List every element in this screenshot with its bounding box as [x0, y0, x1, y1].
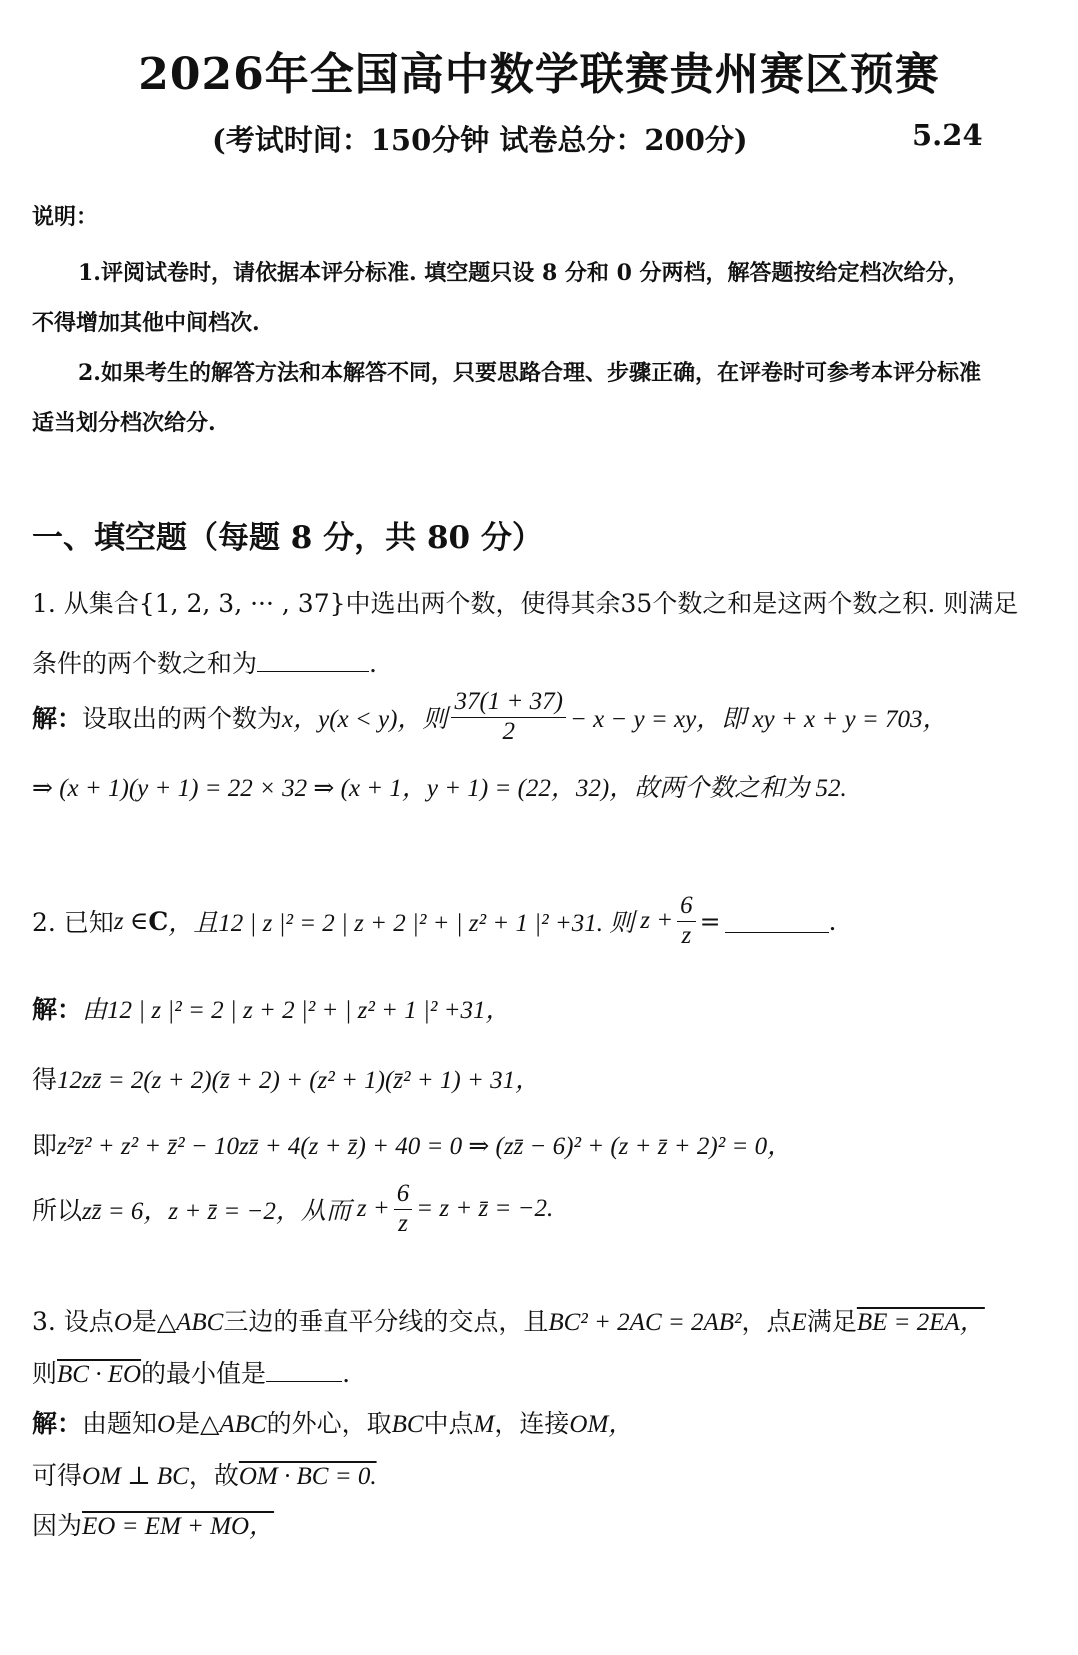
problem-3-text: 的最小值是 — [141, 1359, 267, 1388]
solution-text: 得 — [32, 1065, 58, 1094]
answer-blank — [725, 910, 829, 933]
fraction-denominator: z — [681, 921, 692, 949]
problem-3-solution-line-2 — [32, 1456, 377, 1492]
fraction — [677, 892, 696, 951]
section-heading: 一、填空题（每题 8 分，共 80 分） — [32, 520, 543, 556]
solution-math: △ABC — [200, 1411, 267, 1438]
solution-math: 12zz̄ = 2(z + 2)(z̄ + 2) + (z² + 1)(z̄² + 1) + 31， — [57, 1067, 541, 1094]
solution-text: 中点 — [423, 1409, 474, 1438]
solution-math: O — [157, 1411, 176, 1438]
problem-2-stem: 2. 已知 z ∈ C ，且12 | z |² = 2 | z + 2 |² + | z² + 1 |² +31. 则 z + $\frac{6}{z}$ = . — [32, 891, 837, 949]
solution-math: OM ⊥ BC — [82, 1463, 189, 1490]
fraction-numerator: 37(1 + 37) — [451, 688, 566, 718]
solution-text: 的外心，取 — [266, 1409, 392, 1438]
vector-equation: BE = 2EA， — [856, 1309, 985, 1336]
solution-math: = z + z̄ = −2. — [416, 1195, 554, 1222]
problem-3-text: 则 — [32, 1359, 58, 1388]
problem-3-math: E — [791, 1309, 807, 1336]
complex-set-symbol: C — [148, 906, 169, 936]
problem-3-stem-line-1 — [32, 1302, 985, 1338]
solution-label: 解： — [32, 1409, 83, 1438]
instruction-2-line-1: 2.如果考生的解答方法和本解答不同，只要思路合理、步骤正确，在评卷时可参考本评分标准 — [78, 360, 981, 386]
problem-3-text: 3. 设点 — [32, 1307, 114, 1336]
solution-text: 所以 — [32, 1196, 83, 1225]
problem-3-solution-line-3 — [32, 1506, 274, 1542]
problem-2-math: ，且12 | z |² = 2 | z + 2 |² + | z² + 1 |² +31. 则 — [168, 910, 635, 937]
solution-text: 是 — [175, 1409, 201, 1438]
instruction-2-line-2: 适当划分档次给分. — [32, 410, 216, 436]
solution-text: 由题知 — [82, 1409, 158, 1438]
solution-label: 解： — [32, 704, 83, 733]
exam-date: 5.24 — [912, 118, 983, 152]
vector-dot-product: OM · BC = 0. — [238, 1463, 377, 1490]
answer-blank — [266, 1359, 342, 1382]
page-title: 2026年全国高中数学联赛贵州赛区预赛 — [138, 49, 940, 100]
problem-2-solution-line-3 — [32, 1126, 792, 1162]
problem-2-stem-text: 2. 已知 — [32, 908, 114, 937]
problem-3-text: 满足 — [806, 1307, 857, 1336]
solution-math: M — [473, 1411, 495, 1438]
problem-3-math: BC² + 2AC = 2AB² — [548, 1309, 742, 1336]
problem-2-solution-line-1 — [32, 990, 511, 1026]
problem-3-solution-line-1 — [32, 1404, 633, 1440]
problem-1-stem-text: 条件的两个数之和为 — [32, 649, 258, 678]
problem-2-solution-line-2 — [32, 1060, 540, 1096]
solution-math: − x − y = xy，即 xy + x + y = 703， — [569, 706, 948, 733]
solution-label: 解： — [32, 995, 83, 1024]
fraction — [394, 1180, 413, 1239]
problem-3-stem-line-2: 则BC · EO的最小值是 . — [32, 1359, 351, 1388]
equals-sign: = — [699, 906, 721, 936]
problem-3-text: 是 — [131, 1307, 157, 1336]
problem-3-text: 三边的垂直平分线的交点，且 — [223, 1307, 549, 1336]
problem-2-solution-line-4 — [32, 1176, 553, 1242]
solution-text: ，连接 — [494, 1409, 570, 1438]
problem-1-stem-line-1: 1. 从集合{1, 2, 3, ··· , 37}中选出两个数，使得其余35个数之和是这两个数之积. 则满足 — [32, 589, 1019, 618]
solution-text: 因为 — [32, 1511, 83, 1540]
solution-math: 由12 | z |² = 2 | z + 2 |² + | z² + 1 |² +31， — [82, 997, 511, 1024]
solution-math: zz̄ = 6，z + z̄ = −2，从而 — [82, 1198, 351, 1225]
problem-1-stem-line-2: 条件的两个数之和为 . — [32, 649, 377, 678]
fraction-denominator: 2 — [502, 717, 515, 745]
problem-3-math: △ABC — [156, 1309, 224, 1336]
vector-equation: EO = EM + MO， — [82, 1513, 275, 1540]
fraction — [451, 688, 566, 747]
solution-text: 即 — [32, 1131, 58, 1160]
problem-3-math: O — [113, 1309, 132, 1336]
exam-info: (考试时间：150分钟 试卷总分：200分) — [212, 123, 748, 157]
problem-1-solution-line-2: ⇒ (x + 1)(y + 1) = 22 × 32 ⇒ (x + 1，y + 1) = (22，32)，故两个数之和为 52. — [32, 775, 847, 802]
solution-text: 设取出的两个数为 — [82, 704, 283, 733]
problem-2-math: z + — [640, 907, 674, 934]
instruction-1-line-2: 不得增加其他中间档次. — [32, 310, 260, 336]
solution-text: ，故 — [188, 1461, 239, 1490]
answer-blank — [257, 649, 369, 672]
problem-2-math: z ∈ — [113, 908, 149, 935]
fraction-numerator: 6 — [394, 1180, 413, 1210]
solution-math: BC — [391, 1411, 424, 1438]
instructions-heading: 说明： — [32, 204, 99, 230]
instruction-1-line-1: 1.评阅试卷时，请依据本评分标准. 填空题只设 8 分和 0 分两档，解答题按给定档次给分， — [78, 260, 970, 286]
solution-text: 可得 — [32, 1461, 83, 1490]
solution-math: OM， — [569, 1411, 634, 1438]
fraction-denominator: z — [398, 1209, 408, 1237]
solution-math: z²z̄² + z² + z̄² − 10zz̄ + 4(z + z̄) + 40 = 0 ⇒ (zz̄ − 6)² + (z + z̄ + 2)² = 0， — [57, 1133, 793, 1160]
vector-dot-product: BC · EO — [57, 1361, 142, 1388]
problem-3-text: ，点 — [741, 1307, 792, 1336]
problem-1-solution-line-1 — [32, 686, 947, 748]
solution-math: x，y(x < y)，则 — [282, 706, 448, 733]
fraction-numerator: 6 — [677, 892, 696, 922]
solution-math: z + — [356, 1195, 390, 1222]
